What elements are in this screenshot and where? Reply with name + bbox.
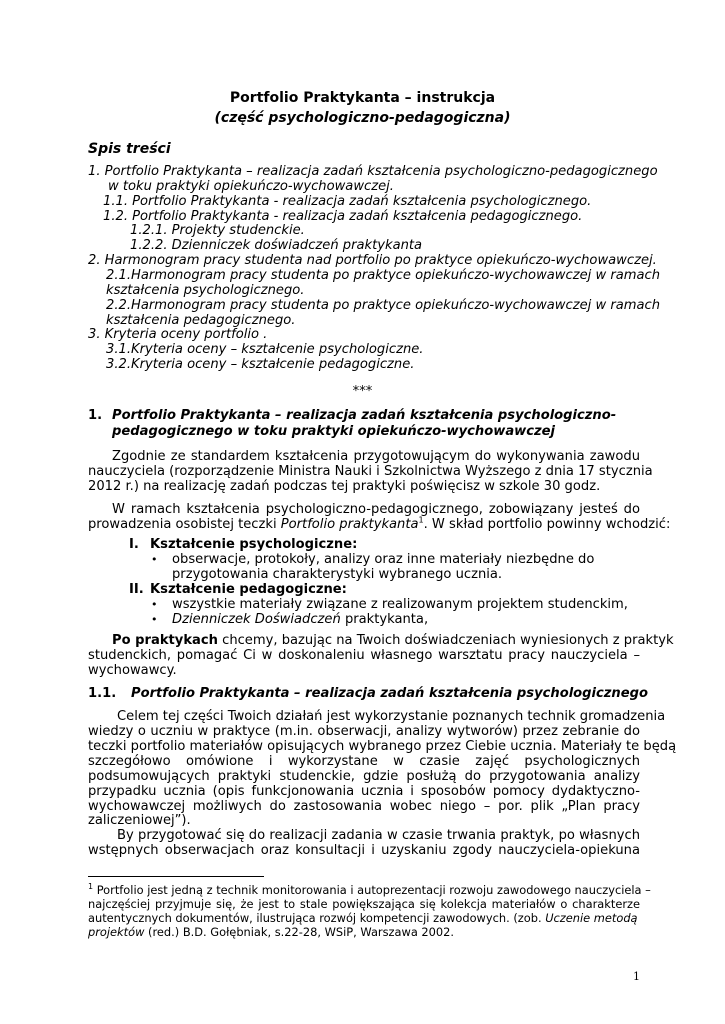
paragraph-line: 2012 r.) na realizację zadań podczas tej praktyki poświęcisz w szkole 30 godz. bbox=[88, 479, 601, 494]
page-title: Portfolio Praktykanta – instrukcja bbox=[229, 90, 496, 106]
toc-line: 3. Kryteria oceny portfolio . bbox=[88, 327, 268, 342]
toc-line: 1. Portfolio Praktykanta – realizacja zadań kształcenia psychologiczno-pedagogicznego bbox=[88, 164, 658, 179]
toc-line: kształcenia pedagogicznego. bbox=[106, 313, 296, 328]
list-item: Dzienniczek Doświadczeń praktykanta, bbox=[172, 612, 429, 627]
paragraph-line: nauczyciela (rozporządzenie Ministra Nauki i Szkolnictwa Wyższego z dnia 17 stycznia bbox=[88, 464, 653, 479]
paragraph-line: podsumowujących praktyki studenckie, gdzie posłużą do przygotowania analizy bbox=[88, 769, 640, 784]
list-number: I. bbox=[129, 537, 139, 552]
toc-line: 2. Harmonogram pracy studenta nad portfolio po praktyce opiekuńczo-wychowawczej. bbox=[88, 253, 657, 268]
toc-line: kształcenia psychologicznego. bbox=[106, 283, 305, 298]
paragraph-line: Zgodnie ze standardem kształcenia przygotowującym do wykonywania zawodu bbox=[112, 449, 640, 464]
footnote-divider bbox=[88, 876, 264, 877]
paragraph-line: Celem tej części Twoich działań jest wykorzystanie poznanych technik gromadzenia bbox=[117, 709, 666, 724]
paragraph-line: studenckich, pomagać Ci w doskonaleniu własnego warsztatu pracy nauczyciela – bbox=[88, 648, 640, 663]
paragraph-line: Po praktykach chcemy, bazując na Twoich doświadczeniach wyniesionych z praktyk bbox=[112, 633, 674, 648]
paragraph-line: zaliczeniowej”). bbox=[88, 813, 191, 828]
list-item: obserwacje, protokoły, analizy oraz inne materiały niezbędne do bbox=[172, 552, 595, 567]
list-label: Kształcenie pedagogiczne: bbox=[150, 582, 347, 597]
footnote-ref[interactable]: 1 bbox=[418, 515, 424, 525]
list-item: przygotowania charakterystyki wybranego ucznia. bbox=[172, 567, 503, 582]
paragraph-line: wstępnych obserwacjach oraz konsultacji i uzyskaniu zgody nauczyciela-opiekuna bbox=[88, 843, 640, 858]
paragraph-line: wiedzy o uczniu w praktyce (m.in. obserwacji, analizy wytworów) przez zebranie do bbox=[88, 724, 640, 739]
paragraph-line: wychowawczej możliwych do zastosowania wobec niego – por. plik „Plan pracy bbox=[88, 799, 640, 814]
bullet-icon: • bbox=[151, 553, 158, 566]
toc-line: 2.1.Harmonogram pracy studenta po praktyce opiekuńczo-wychowawczej w ramach bbox=[106, 268, 660, 283]
toc-line: 1.2.1. Projekty studenckie. bbox=[130, 223, 305, 238]
toc-line: 2.2.Harmonogram pracy studenta po praktyce opiekuńczo-wychowawczej w ramach bbox=[106, 298, 660, 313]
toc-line: 3.2.Kryteria oceny – kształcenie pedagogiczne. bbox=[106, 357, 415, 372]
footnote-line: autentycznych dokumentów, ilustrująca rozwój kompetencji zawodowych. (zob. Uczenie metodą bbox=[88, 911, 638, 925]
section-number: 1.1. bbox=[88, 686, 117, 701]
toc-heading: Spis treści bbox=[88, 141, 171, 157]
toc-line: 1.1. Portfolio Praktykanta - realizacja zadań kształcenia psychologicznego. bbox=[103, 194, 592, 209]
footnote-line: najczęściej przyjmuje się, że jest to stale powiększająca się kolekcja materiałów o charakterze bbox=[88, 897, 640, 911]
toc-line: 1.2.2. Dzienniczek doświadczeń praktykanta bbox=[130, 238, 423, 253]
list-item: wszystkie materiały związane z realizowanym projektem studenckim, bbox=[172, 597, 628, 612]
footnote-line: projektów (red.) B.D. Gołębniak, s.22-28, WSiP, Warszawa 2002. bbox=[88, 925, 455, 939]
paragraph-line: By przygotować się do realizacji zadania w czasie trwania praktyk, po własnych bbox=[117, 828, 640, 843]
toc-line: 3.1.Kryteria oceny – kształcenie psychologiczne. bbox=[106, 342, 424, 357]
section-heading: Portfolio Praktykanta – realizacja zadań kształcenia psychologiczno- bbox=[112, 408, 617, 423]
separator: *** bbox=[352, 384, 373, 399]
bullet-icon: • bbox=[151, 613, 158, 626]
paragraph-line: W ramach kształcenia psychologiczno-pedagogicznego, zobowiązany jesteś do bbox=[112, 502, 640, 517]
paragraph-line: prowadzenia osobistej teczki Portfolio praktykanta$^1$. W skład portfolio powinny wchodzić: bbox=[88, 515, 671, 532]
page-number: 1 bbox=[633, 970, 640, 983]
section-heading: pedagogicznego w toku praktyki opiekuńczo-wychowawczej bbox=[112, 424, 556, 439]
paragraph-line: wychowawcy. bbox=[88, 663, 177, 678]
paragraph-line: teczki portfolio materiałów opisujących wybranego przez Ciebie ucznia. Materiały te będą bbox=[88, 739, 677, 754]
paragraph-line: szczegółowo omówione i wykorzystane w czasie zajęć psychologicznych bbox=[88, 754, 640, 769]
bullet-icon: • bbox=[151, 598, 158, 611]
list-number: II. bbox=[129, 582, 144, 597]
section-heading: Portfolio Praktykanta – realizacja zadań kształcenia psychologicznego bbox=[131, 686, 648, 701]
footnote-line: $^1$ Portfolio jest jedną z technik monitorowania i autoprezentacji rozwoju zawodowego nauczyciela – bbox=[88, 882, 651, 897]
paragraph-line: przypadku ucznia (opis funkcjonowania ucznia i sposobów pomocy dydaktyczno- bbox=[88, 784, 640, 799]
toc-line: w toku praktyki opiekuńczo-wychowawczej. bbox=[108, 179, 394, 194]
section-number: 1. bbox=[88, 408, 103, 423]
list-label: Kształcenie psychologiczne: bbox=[150, 537, 358, 552]
toc-line: 1.2. Portfolio Praktykanta - realizacja zadań kształcenia pedagogicznego. bbox=[103, 209, 583, 224]
page-subtitle: (część psychologiczno-pedagogiczna) bbox=[214, 110, 511, 126]
